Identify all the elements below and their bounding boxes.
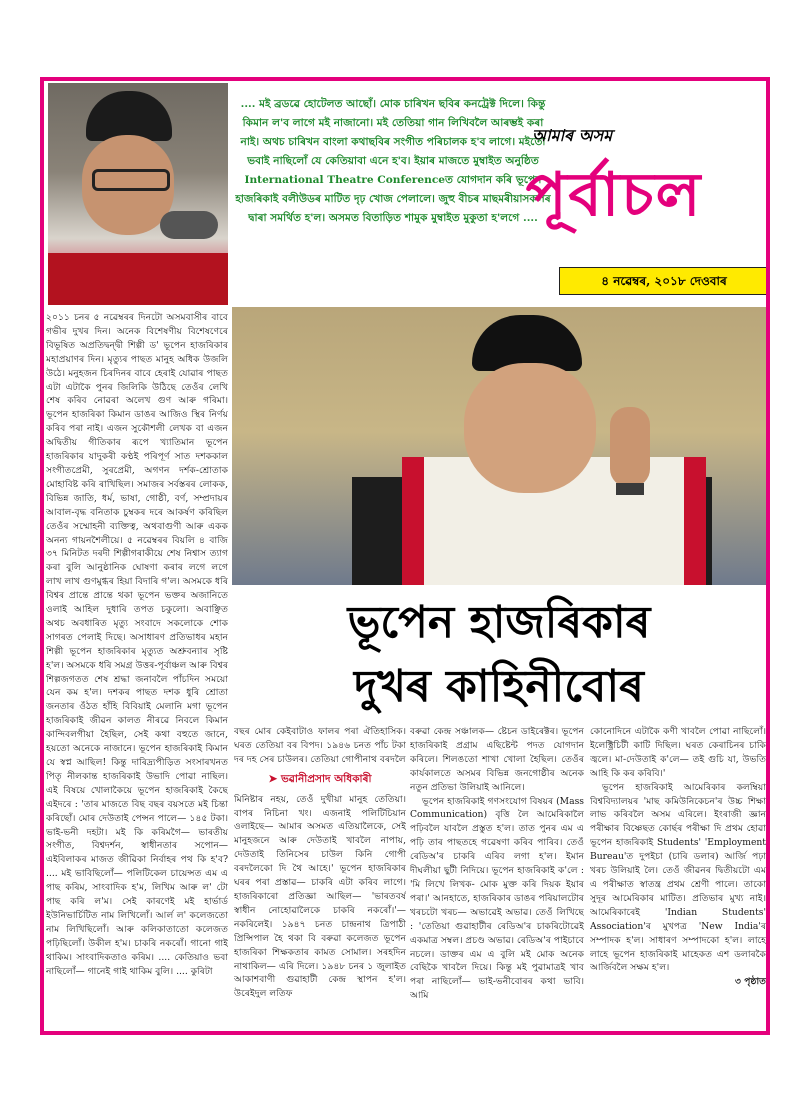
date-bar: ৪ নৱেম্বৰ, ২০১৮ দেওবাৰ (559, 267, 769, 295)
shirt-shape (48, 253, 228, 305)
byline (234, 773, 406, 787)
article-column-1 (46, 311, 228, 1033)
column-2-text-b: মিনিষ্টাৰ নহয়, তেওঁ দুখীয়া মানুহ তেতিয়া। বাপৰ নিচিনা খং। এজনাই পলিটিচিয়ান ওলাইছে— আমাৰ অসমত এতিয়ালৈকে, সেই মানুহজনে আৰু দেউতাই খাবলৈ নাপায়, দেউতাই তিনিসেৰ চাউল কিনি গোপী বৰদলৈকো দি থৈ আহে।' ভূপেন হাজৰিকাৰ ঘৰৰ পৰা প্ৰস্তাৱ— চাকৰি এটা কৰিব লাগে। হাজৰিকাৰো প্ৰতিজ্ঞা আছিল— 'ভাৰতবৰ্ষ স্বাধীন নোহোৱালৈকে চাকৰি নকৰোঁ।'— নকৰিলেই। ১৯৪৭ চনত চান্দ্ৰনাথ ত্ৰিপাঠী প্ৰিন্সিপাল হৈ থকা বি বৰুৱা কলেজত ভূপেন হাজৰিকা শিক্ষকতাৰ কামত সোমাল। সৰহদিন নাথাকিল— এৰি দিলে। ১৯৪৮ চনৰ ১ জুলাইত আকাশবাণী গুৱাহাটী কেন্দ্ৰ স্থাপন হ'ল। উৰেইদুল লতিফ (234, 793, 406, 1000)
column-1-text: ২০১১ চনৰ ৫ নৱেম্বৰৰ দিনটো অসমবাসীৰ বাবে গভীৰ দুখৰ দিন। অনেক বিশেষণীয় বিশেষণেৰে বিভূষিত অপ্ৰতিদ্বন্দ্বী শিল্পী ড' ভূপেন হাজৰিকাৰ মহাপ্ৰয়াণৰ দিন। মৃত্যুৰ পাছত মানুহ অধিক উজলি উঠে। মনুহজন চিৰদিনৰ বাবে হেৰাই যোৱাৰ পাছত এটা এটাকৈ পুনৰ জিলিকি উঠিছে তেওঁৰ লেখি শেষ কৰিব নোৱৰা অলেখ গুণ আৰু গৰিমা। ভূপেন হাজৰিকা কিমান ডাঙৰ আজিও স্থিৰ নিৰ্ণয় কৰিব পৰা নাই। এজন সুকৌশলী লেখক বা এজন অদ্বিতীয় গীতিকাৰ ৰূপে খ্যাতিমান ভূপেন হাজৰিকাৰ যাদুকৰী কণ্ঠই পৰিপূৰ্ণ সাত দশককাল সংগীতপ্ৰেমী, সুৰপ্ৰেমী, অগণন দৰ্শক-শ্ৰোতাক মোহাবিষ্ট কৰি ৰাখিছিল। সমাজৰ সৰ্বস্তৰৰ লোকক, বিভিন্ন জাতি, ধৰ্ম, ভাষা, গোষ্ঠী, বৰ্ণ, সম্প্ৰদায়ৰ আবাল-বৃদ্ধ বনিতাক চুম্বকৰ দৰে আকৰ্ষণ কৰিছিল তেওঁৰ সম্মোহনী ব্যক্তিত্ব, অথবাগুণী আৰু একক অনন্য গায়নশৈলীয়ে। ৫ নৱেম্বৰৰ বিয়লি ৪ বাজি ৩৭ মিনিটত দৰদী শিল্পীগৰাকীয়ে শেষ নিশ্বাস ত্যাগ কৰা বুলি আনুষ্ঠানিক ঘোষণা কৰাৰ লগে লগে লাখ লাখ গুণমুগ্ধৰ হিয়া বিদাৰি গ'ল। অসমকে ধৰি বিশ্বৰ প্ৰান্তে প্ৰান্তে থকা ভূপেন ভক্তৰ অজানিতে ওলাই আহিল দুধাৰি তপত চকুলো। অবাঞ্ছিত অথচ অবধাৰিত মৃত্যু সংবাদে সকলোকে শোক সাগৰত পেলাই দিছে। অসাধাৰণ প্ৰতিভাধৰ মহান শিল্পী ভূপেন হাজৰিকাৰ মৃত্যুত অশ্ৰুবন্যাৰ সৃষ্টি হ'ল। অসমকে ধৰি সমগ্ৰ উত্তৰ-পূৰ্বাঞ্চল আৰু বিশ্বৰ শিল্পজগতত শেষ শ্ৰদ্ধা জনাবলৈ পাঁচদিন সময়ো যেন কম হ'ল। দশকৰ পাছত দশক ধুৰি শ্ৰোতা জনতাৰ ওঁঠত হাঁহি বিবিয়াই মেলানি মগা ভূপেন হাজৰিকাই জীৱন কালত নীৰৱে নিবলে কিমান কান্দিবলগীয়া হৈছিল, সেই কথা বহুতে জানে, হয়তো অনেকে নাজানে। ভূপেন হাজৰিকাই কিমান যে স্বপ্ন আছিল! কিন্তু দাৰিদ্ৰ্যপীড়িত সংসাৰখনত পিতৃ নীলকান্ত হাজৰিকাই উভাদি পোৱা নাছিল। এই বিষয়ে খোলাকৈয়ে ভূপেন হাজৰিকাই কৈছে এইদৰে : 'তাৰ মাজতে বিছ বছৰ বয়সতে মই চিন্তা কৰিছোঁ। মোৰ দেউতাই পেন্সন পালে— ১৪৫ টকা। ভাই-ভনী দহটা। মই কি কৰিমগৈ— ভাৰতীয় সংগীত, বিশ্বদৰ্শন, স্বাধীনতাৰ সপোন— এইবিলাকৰ মাজত জীৱিকা নিৰ্বাহৰ পথ কি হ'ব? .... মই ভাবিছিলোঁ— পলিটিকেল চায়েন্সত এম এ পাছ কৰিম, সাংবাদিক হ'ম, লিখিম আৰু ল' টো পাছ কৰি ল'ম। সেই কাৰণেই মই হাৰ্ভাৰ্ড ইউনিভাৰ্চিটিত নাম লিখিলোঁ। আৰ্ল ল' কলেজতো নাম লিখিছিলোঁ। আৰু কলিকাতাতো কলেজত পঢ়িছিলোঁ। উকীল হ'ম। চাকৰি নকৰোঁ। গানো গাই থাকিম। সাংবাদিকতাও কৰিম। .... কেতিয়াও ভবা নাছিলোঁ— গানেই গাই থাকিম বুলি। .... কুৰিটা (46, 312, 228, 977)
hand-shape (610, 407, 650, 487)
singer-photo (48, 83, 228, 305)
news-page-frame (40, 77, 770, 1035)
microphone-icon (160, 211, 218, 239)
headline-line-1: ভূপেন হাজৰিকাৰ (347, 597, 651, 648)
article-column-2 (234, 725, 406, 1033)
portrait-photo (232, 307, 766, 585)
intro-quote: .... মই ব্ৰডৱে হোটেলত আছোঁ। মোক চাৰিখন ছবিৰ কনট্ৰেক্ট দিলে। কিন্তু কিমান ল'ব লাগে মই নাজানো। মই তেতিয়া গান লিখিবলৈ আৰম্ভই কৰা নাই। অথচ চাৰিখন বাংলা কথাছবিৰ সংগীত পৰিচালক হ'ব লাগে। মইতো ভবাই নাছিলোঁ যে কেতিয়াবা এনে হ'ব। ইয়াৰ মাজতে মুম্বাইত অনুষ্ঠিত International Theatre Conferenceত যোগদান কৰি ভূপেন হাজৰিকাই বলীউডৰ মাটিত দৃঢ় খোজ পেলালে। জুহু বীচৰ মাছমৰীয়াসকলৰ দ্বাৰা সমৰ্থিত হ'ল। অসমত বিতাড়িত শামুক মুম্বাইত মুকুতা হ'লগে .... (235, 98, 551, 224)
watch-icon (616, 483, 644, 495)
author-name: ভৱানীপ্ৰসাদ অধিকাৰী (280, 772, 372, 785)
column-3-text-b: ভূপেন হাজৰিকাই গণসংযোগ বিষয়ৰ (Mass Communication) বৃত্তি লৈ আমেৰিকালৈ পঢ়িবলৈ যাবলৈ প্ৰস্তুত হ'ল। তাত পুনৰ এম এ পঢ়ি তাৰ পাছতহে গৱেষণা কৰিব পাৰিব। তেওঁ ৰেডিঅ'ৰ চাকৰি এৰিব লগা হ'ল। ইমান দীঘলীয়া ছুটী নিদিয়ে। ভূপেন হাজৰিকাই ক'লে : 'মি লিখে লিখক- মোক মুক্ত কৰি দিয়ক ইয়াৰ পৰা।' আনহাতে, হাজৰিকাৰ ডাঙৰ পৰিয়ালটোৰ খৰচটো খৰচ— অভাৱেই অভাৱ। তেওঁ লিখিছে : 'তেতিয়া গুৱাহাটীৰ ৰেডিঅ'ৰ চাকৰিটোৱেই একমাত্ৰ সম্বল। প্ৰচণ্ড অভাৱ। ৰেডিঅ'ৰ পাইচাবে নচলে। ডাক্তৰ এম এ বুলি মই মোক অনেক বেছিকৈ খাবলৈ দিয়ে। কিন্তু মই পুৱামাত্ৰই খাব পৰা নাছিলোঁ— ভাই-ভনীবোৰৰ কথা ভাবি। আমি (410, 795, 584, 1002)
triangle-icon: ➤ (268, 772, 281, 785)
cap-shape (86, 91, 172, 141)
masthead-title: পূৰ্বাচল (525, 160, 703, 230)
masthead-small: আমাৰ অসম (532, 126, 613, 145)
column-2-text-a: বছৰ মোৰ কেইবাটাও ফালৰ পৰা ঐতিহাসিক। ঘৰত তেতিয়া বৰ বিপদ। ১৯৪৬ চনত পাঁচ টকা দৰ দহ সেৰ চাউলৰ। তেতিয়া গোপীনাথ বৰদলৈ (234, 726, 406, 765)
headline (232, 591, 766, 719)
article-column-4 (590, 725, 766, 1033)
column-4-text-b: ভূপেন হাজৰিকাই আমেৰিকাৰ কলম্বিয়া বিশ্ববিদ্যালয়ৰ 'মাছ কমিউনিকেচন'ৰ উচ্চ শিক্ষা লাভ কৰিবলৈ অসম এৰিলে। ইংৰাজী জ্ঞান পৰীক্ষাৰ বিষ্ণেছত কোৰ্ছৰ পৰীক্ষা দি প্ৰথম হোৱা ভূপেন হাজৰিকাই Students' 'Employment Bureau'ত দুপইচা (চাৰি ডলাৰ) আৰ্জি পঢ়া খৰচ উলিয়াই লৈ। তেওঁ জীৱনৰ দ্বিতীয়টো এম এ পৰীক্ষাত স্বাতন্ত্ৰ প্ৰথম শ্ৰেণী পালে। তাকো সুদূৰ আমেৰিকাৰ মাটিত। প্ৰতিভাৰ মুখ্য নাই। আমেৰিকাৰেই 'Indian Students' Association'ৰ মুখপত্ৰ 'New India'ৰ সম্পাদক হ'ল। সাধাৰণ সম্পাদকো হ'ল। লাহে লাহে ভূপেন হাজৰিকাই মাহেকত এশ ডলাৰকৈ আৰ্জিবলৈ সক্ষম হ'ল। (590, 781, 766, 974)
article-column-3 (410, 725, 584, 1033)
glasses-shape (92, 169, 170, 191)
column-4-text-a: কোনোদিনে এটাকৈ কণী খাবলৈ পোৱা নাছিলোঁ। ইলেক্ট্ৰিচিটী কাটি দিছিল। ঘৰত কেৰাচিনৰ চাকি জ্বলে। মা-দেউতাই ক'লে— তই গুচি যা, উভতি আহি কি কৰ কৰিবি।' (590, 726, 766, 779)
continued-note: ৩ পৃষ্ঠাত (735, 976, 766, 988)
headline-line-2: দুখৰ কাহিনীবোৰ (354, 661, 644, 712)
face-shape (464, 363, 596, 493)
column-3-text-a: বৰুৱা কেন্দ্ৰ সঞ্চালক— ষ্টেচন ডাইৰেক্টৰ। ভূপেন হাজৰিকাই প্ৰগ্ৰাম এছিষ্টেন্ট পদত যোগদান কৰিলে। শিলঙতো শাখা খোলা হৈছিল। তেওঁৰ কাৰ্যকালতে অসমৰ বিভিন্ন জনগোষ্ঠীৰ অনেক নতুন প্ৰতিভা উলিয়াই আনিলে। (410, 726, 584, 793)
